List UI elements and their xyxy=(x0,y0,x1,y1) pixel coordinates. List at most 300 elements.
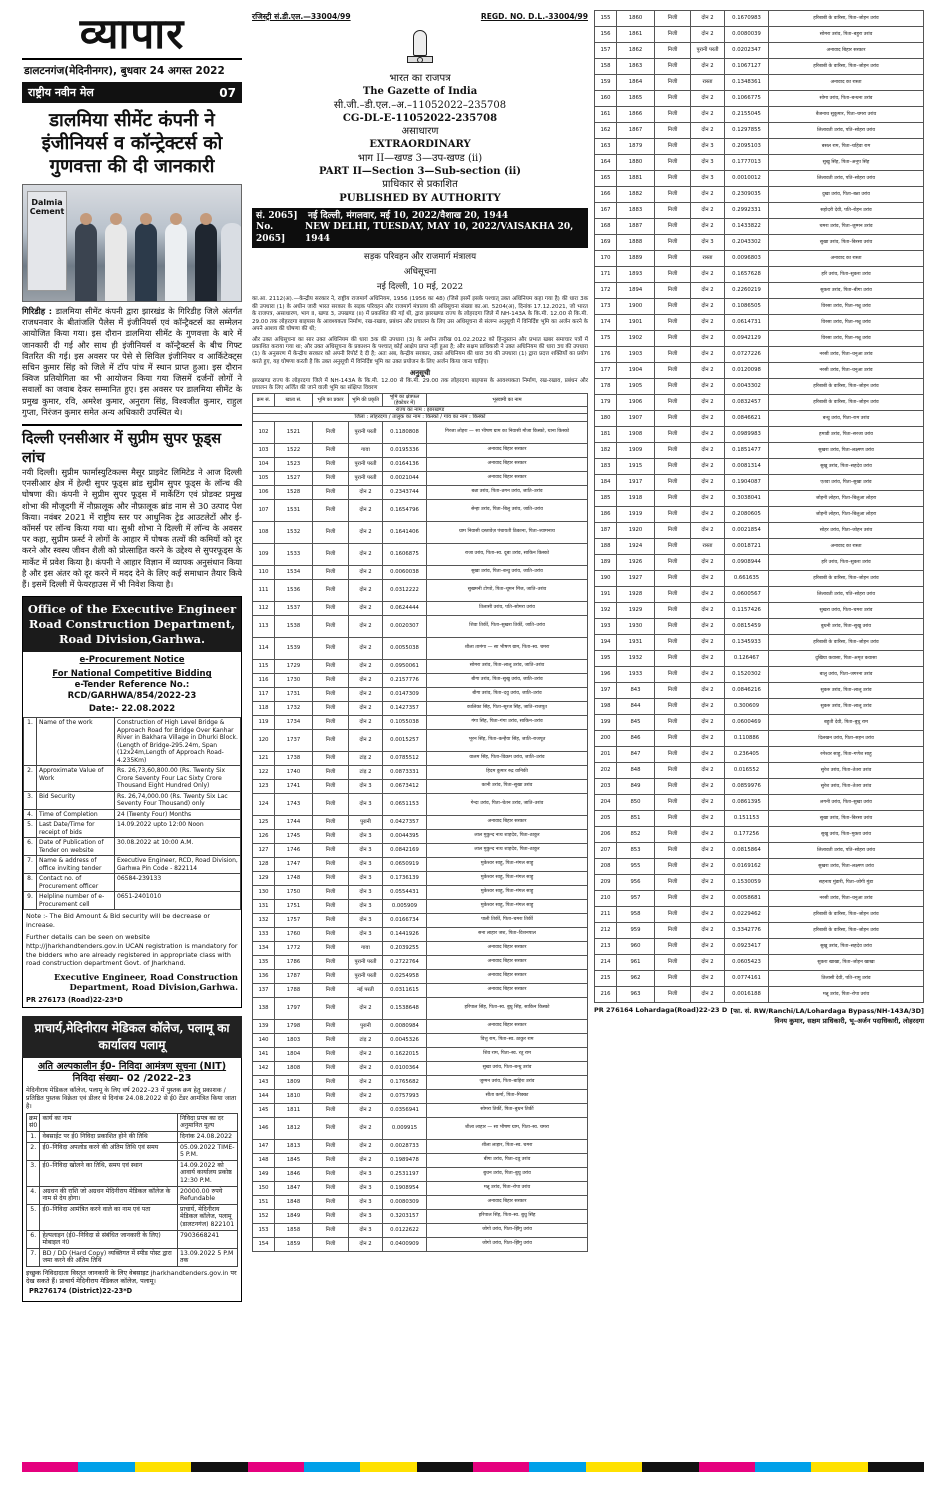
land-cell-sr: 146 xyxy=(253,1117,275,1139)
land-cell-plot: 1788 xyxy=(275,983,313,997)
land-row xyxy=(253,1195,588,1209)
land-cell-area: 0.1904087 xyxy=(725,475,769,491)
land-cell-sr: 163 xyxy=(595,139,617,155)
land-row xyxy=(253,1103,588,1117)
medical-row-value: निविदा प्रपत्र का दर अनुमानित मूल्य xyxy=(178,1113,238,1131)
land-cell-nat: दोन 2 xyxy=(349,1103,383,1117)
land-cell-type: निजी xyxy=(313,471,349,485)
land-cell-area: 0.1538648 xyxy=(383,997,427,1019)
land-cell-sr: 190 xyxy=(595,571,617,587)
land-cell-area: 0.0018721 xyxy=(725,539,769,555)
land-row xyxy=(595,43,924,59)
land-cell-type: निजी xyxy=(313,1223,349,1237)
land-cell-owner: बन्ना उरांव, पिता–ठगन उरांव, जाति–उरांव xyxy=(427,485,588,499)
land-cell-owner: सेन्हा उरांव, पिता–बिलु उरांव, जाति–उरांव xyxy=(427,499,588,521)
land-cell-sr: 149 xyxy=(253,1167,275,1181)
land-cell-plot: 1933 xyxy=(617,667,655,683)
gazette-title-line: असाधारण xyxy=(401,126,439,138)
land-cell-area: 0.1530059 xyxy=(725,875,769,891)
land-cell-owner: लिलावती उरांव, पति–सोहरा उरांव xyxy=(769,843,924,859)
land-cell-sr: 137 xyxy=(253,983,275,997)
medical-row-number: 7. xyxy=(27,1248,40,1266)
land-cell-area: 0.0624444 xyxy=(383,601,427,615)
land-cell-plot: 1918 xyxy=(617,491,655,507)
photo-person xyxy=(165,223,187,301)
land-cell-sr: 198 xyxy=(595,699,617,715)
land-cell-type: निजी xyxy=(313,983,349,997)
land-cell-area: 0.1086505 xyxy=(725,299,769,315)
land-cell-type: निजी xyxy=(655,443,691,459)
land-cell-area: 0.151153 xyxy=(725,811,769,827)
land-cell-nat: दोन 2 xyxy=(349,565,383,579)
land-cell-nat: दोन 2 xyxy=(349,485,383,499)
land-cell-owner: नरसी उरांव, पिता–धनुआ उरांव xyxy=(769,347,924,363)
medical-row-number: 6. xyxy=(27,1230,40,1248)
land-cell-sr: 215 xyxy=(595,971,617,987)
land-cell-owner: अनावाद बिहार सरकार xyxy=(427,457,588,471)
medical-title: अति अल्पकालीन ई0- निविदा आमंत्रण सूचना (NIT) xyxy=(37,1060,227,1072)
land-cell-plot: 1741 xyxy=(275,779,313,793)
land-row xyxy=(595,811,924,827)
land-row xyxy=(595,315,924,331)
land-cell-plot: 1929 xyxy=(617,603,655,619)
land-cell-sr: 105 xyxy=(253,471,275,485)
land-cell-owner: हमाडी उरांव, पिता–सरजा उरांव xyxy=(769,427,924,443)
land-cell-nat: दोन 2 xyxy=(349,637,383,659)
land-cell-plot: 1882 xyxy=(617,187,655,203)
land-cell-sr: 216 xyxy=(595,987,617,1003)
tender-row-number: 3. xyxy=(24,791,37,809)
land-cell-sr: 154 xyxy=(253,1237,275,1251)
land-cell-area: 0.0096803 xyxy=(725,251,769,267)
land-cell-sr: 156 xyxy=(595,27,617,43)
land-cell-type: निजी xyxy=(655,379,691,395)
land-cell-area: 0.0080984 xyxy=(383,1019,427,1033)
land-row xyxy=(253,565,588,579)
land-row xyxy=(253,815,588,829)
land-cell-plot: 844 xyxy=(617,699,655,715)
land-row xyxy=(595,667,924,683)
land-cell-plot: 1537 xyxy=(275,601,313,615)
land-cell-plot: 846 xyxy=(617,731,655,747)
land-cell-nat: पुरानी परती xyxy=(349,955,383,969)
land-row xyxy=(253,913,588,927)
land-cell-plot: 1808 xyxy=(275,1061,313,1075)
land-cell-nat: दोन 2 xyxy=(349,1089,383,1103)
land-cell-area: 0.2157776 xyxy=(383,673,427,687)
color-swatch xyxy=(360,1462,416,1472)
land-cell-plot: 1751 xyxy=(275,899,313,913)
land-cell-plot: 1848 xyxy=(275,1195,313,1209)
land-cell-nat: दोन 3 xyxy=(691,235,725,251)
land-cell-plot: 1909 xyxy=(617,443,655,459)
land-cell-plot: 1531 xyxy=(275,499,313,521)
land-cell-owner: जुम्मन उरांव, पिता–बाहिरा उरांव xyxy=(427,1075,588,1089)
land-cell-plot: 1903 xyxy=(617,347,655,363)
land-cell-area: 0.0356941 xyxy=(383,1103,427,1117)
tender-date: Date:- 22.08.2022 xyxy=(88,704,176,715)
land-cell-owner: सोमरा उरांव, पिता–लालू उरांव, जाति–उरांव xyxy=(427,659,588,673)
land-cell-area: 0.0815864 xyxy=(725,843,769,859)
land-row xyxy=(595,363,924,379)
land-cell-sr: 147 xyxy=(253,1139,275,1153)
land-cell-sr: 111 xyxy=(253,579,275,601)
land-row xyxy=(595,555,924,571)
tender-row xyxy=(24,791,241,809)
land-row xyxy=(253,637,588,659)
land-row xyxy=(595,699,924,715)
land-cell-nat: दोन 2 xyxy=(349,601,383,615)
land-cell-sr: 209 xyxy=(595,875,617,891)
land-cell-owner: बुधन उरांव, पिता–बुधु उरांव xyxy=(427,1167,588,1181)
gazette-title-line: CG-DL-E-11052022-235708 xyxy=(342,112,498,124)
land-cell-type: निजी xyxy=(313,543,349,565)
gazette-title-line: EXTRAORDINARY xyxy=(369,139,471,151)
land-cell-nat: दोन 2 xyxy=(691,603,725,619)
land-cell-area: 0.1066775 xyxy=(725,91,769,107)
land-cell-type: निजी xyxy=(313,765,349,779)
tender-row-key: Name of the work xyxy=(37,718,115,766)
land-cell-type: निजी xyxy=(313,1195,349,1209)
medical-row-number: 1. xyxy=(27,1132,40,1143)
land-cell-owner: बीगा उरांव, पिता–दवु उरांव, जाति–उरांव xyxy=(427,687,588,701)
land-row xyxy=(253,1117,588,1139)
column-header: क्रम सं. xyxy=(253,393,275,407)
medical-row xyxy=(27,1186,238,1204)
schedule-description: झारखण्ड राज्य के लोहरदगा जिले में NH-143A के कि.मी. 12.00 से कि.मी. 29.00 तक लोहरदगा बाइपास के आवश्यकता निर्माण, रख-रखाव, प्रबंधन और प्रचालन के लिए अर्जित की जाने वाली भूमि का संक्षिप्त विवरण xyxy=(252,378,588,392)
land-cell-area: 0.0122622 xyxy=(383,1223,427,1237)
land-cell-sr: 213 xyxy=(595,939,617,955)
land-cell-nat: दोन 2 xyxy=(349,521,383,543)
land-cell-plot: 1920 xyxy=(617,523,655,539)
land-cell-nat: दोन 2 xyxy=(691,363,725,379)
land-cell-owner: दुखा उरांव, पिता–बन्ना उरांव xyxy=(769,187,924,203)
land-cell-area: 0.1736139 xyxy=(383,871,427,885)
medical-subtitle: निविदा संख्या– 02 /2022–23 xyxy=(72,1072,192,1084)
tender-row xyxy=(24,718,241,766)
land-cell-nat: दोन 3 xyxy=(349,1167,383,1181)
land-cell-plot: 1786 xyxy=(275,955,313,969)
tender-row-key: Last Date/Time for receipt of bids xyxy=(37,820,115,838)
land-cell-area: 0.0055038 xyxy=(383,637,427,659)
land-cell-plot: 849 xyxy=(617,779,655,795)
medical-row-key: कार्य का नाम xyxy=(40,1113,178,1131)
medical-row-value: 13.09.2022 5 P.M तक xyxy=(178,1248,238,1266)
land-cell-plot: 1539 xyxy=(275,637,313,659)
land-cell-plot: 1527 xyxy=(275,471,313,485)
tender-office: Office of the Executive Engineer Road Construction Department, Road Division,Garhwa. xyxy=(23,597,241,652)
land-cell-type: निजी xyxy=(655,907,691,923)
land-cell-type: निजी xyxy=(313,457,349,471)
land-row xyxy=(253,485,588,499)
land-cell-sr: 185 xyxy=(595,491,617,507)
notification-label: अधिसूचना xyxy=(403,267,437,278)
land-cell-plot: 1798 xyxy=(275,1019,313,1033)
land-cell-sr: 118 xyxy=(253,701,275,715)
land-row xyxy=(253,983,588,997)
medical-row-value: प्राचार्य, मेदिनीराय मेडिकल कॉलेज, पलामू (डालटनगंज) 822101 xyxy=(178,1204,238,1230)
land-cell-sr: 194 xyxy=(595,635,617,651)
land-cell-owner: लिलावती उरांव, पति–सोहरा उरांव xyxy=(769,587,924,603)
land-row xyxy=(595,603,924,619)
land-cell-owner: शीला लाहार — सा भीषण ग्राम, पिता–स्व. चमरा xyxy=(427,1117,588,1139)
land-cell-area: 0.1670983 xyxy=(725,11,769,27)
land-cell-plot: 1862 xyxy=(617,43,655,59)
land-cell-plot: 1760 xyxy=(275,927,313,941)
land-cell-type: निजी xyxy=(655,507,691,523)
land-cell-nat: दोन 2 xyxy=(349,615,383,637)
land-cell-nat: दोन 2 xyxy=(691,699,725,715)
land-cell-type: निजी xyxy=(655,827,691,843)
land-cell-owner: अनावाद का रास्ता xyxy=(769,75,924,91)
land-cell-area: 0.0673412 xyxy=(383,779,427,793)
land-cell-area: 0.0166734 xyxy=(383,913,427,927)
tender-row-value: Rs. 26,74,000.00 (Rs. Twenty Six Lac Seventy Four Thousand) only xyxy=(115,791,241,809)
land-cell-plot: 1866 xyxy=(617,107,655,123)
land-cell-area: 0.0427357 xyxy=(383,815,427,829)
gazette-reg-line xyxy=(252,10,588,24)
land-cell-area: 0.0060038 xyxy=(383,565,427,579)
notification-date: नई दिल्ली, 10 मई, 2022 xyxy=(376,282,464,293)
land-cell-sr: 144 xyxy=(253,1089,275,1103)
land-cell-sr: 160 xyxy=(595,91,617,107)
land-cell-plot: 963 xyxy=(617,987,655,1003)
land-cell-type: निजी xyxy=(655,395,691,411)
land-cell-nat: दोन 3 xyxy=(349,857,383,871)
land-cell-owner: जोगो उरांव, पिता–झिंगु उरांव xyxy=(427,1223,588,1237)
land-cell-type: निजी xyxy=(313,885,349,899)
land-cell-type: निजी xyxy=(313,729,349,751)
tender-row-number: 9. xyxy=(24,892,37,910)
medical-row-key: अग्रधन की राशि जो अग्रधन मेदिनीराय मेडिकल कॉलेज के नाम से देय होगा। xyxy=(40,1186,178,1204)
land-cell-type: निजी xyxy=(313,615,349,637)
land-cell-area: 0.126467 xyxy=(725,651,769,667)
land-cell-owner: हरिपाल सिंह, पिता–स्व. बुधु सिंह, साकिन किस्को xyxy=(427,997,588,1019)
land-row xyxy=(253,715,588,729)
land-row xyxy=(253,521,588,543)
land-cell-nat: दोन 2 xyxy=(691,555,725,571)
land-cell-type: निजी xyxy=(313,815,349,829)
print-color-bar xyxy=(22,1462,924,1472)
photo-banner: Dalmia Cement xyxy=(27,191,67,291)
land-cell-plot: 1928 xyxy=(617,587,655,603)
land-cell-plot: 1864 xyxy=(617,75,655,91)
land-cell-sr: 172 xyxy=(595,283,617,299)
tender-row xyxy=(24,892,241,910)
color-swatch xyxy=(699,1462,755,1472)
land-cell-area: 0.0600469 xyxy=(725,715,769,731)
land-cell-sr: 102 xyxy=(253,421,275,443)
land-cell-owner: लाल मुकुन्द नाथ शाहदेव, पिता–ठाकुर xyxy=(427,829,588,843)
land-row xyxy=(253,871,588,885)
land-cell-nat: दोन 2 xyxy=(691,923,725,939)
land-cell-type: निजी xyxy=(655,299,691,315)
land-cell-sr: 117 xyxy=(253,687,275,701)
land-cell-nat: टांड़ 2 xyxy=(349,765,383,779)
land-cell-nat: दोन 2 xyxy=(691,619,725,635)
land-cell-owner: बहुती देवी, पिता–बुधु राम xyxy=(769,715,924,731)
land-cell-area: 0.0147309 xyxy=(383,687,427,701)
land-cell-nat: दोन 2 xyxy=(691,315,725,331)
land-row xyxy=(595,267,924,283)
land-cell-type: निजी xyxy=(655,219,691,235)
medical-row-value: 14.09.2022 को आवार्य कार्यालय प्रकोष्ठ 12:30 P.M. xyxy=(178,1160,238,1186)
land-cell-type: निजी xyxy=(655,123,691,139)
land-cell-type: निजी xyxy=(655,491,691,507)
ministry-name: सड़क परिवहन और राजमार्ग मंत्रालय xyxy=(363,252,477,263)
medical-row-key: ई0–निविदा खोलने का तिथि, समय एवं स्थान xyxy=(40,1160,178,1186)
land-cell-nat: दोन 3 xyxy=(349,843,383,857)
land-cell-sr: 138 xyxy=(253,997,275,1019)
land-cell-area: 0.2260219 xyxy=(725,283,769,299)
land-cell-plot: 1917 xyxy=(617,475,655,491)
land-cell-sr: 158 xyxy=(595,59,617,75)
land-cell-sr: 212 xyxy=(595,923,617,939)
land-row xyxy=(253,421,588,443)
land-cell-area: 0.1622015 xyxy=(383,1047,427,1061)
land-cell-sr: 115 xyxy=(253,659,275,673)
land-cell-area: 0.1441926 xyxy=(383,927,427,941)
gazette-title-line: PUBLISHED BY AUTHORITY xyxy=(339,192,501,204)
land-cell-type: निजी xyxy=(655,523,691,539)
land-cell-area: 0.0169162 xyxy=(725,859,769,875)
medical-row-number: 4. xyxy=(27,1186,40,1204)
land-cell-owner: राजा उरांव, पिता–स्व. दूबा उरांव, साकिन किस्को xyxy=(427,543,588,565)
land-cell-nat: दोन 2 xyxy=(349,499,383,521)
land-cell-area: 0.0164136 xyxy=(383,457,427,471)
land-cell-area: 0.110886 xyxy=(725,731,769,747)
land-cell-area: 0.0846621 xyxy=(725,411,769,427)
land-cell-plot: 1534 xyxy=(275,565,313,579)
land-cell-owner: रमेश्वर साहु, पिता–गणेश साहु xyxy=(769,747,924,763)
land-cell-area: 0.0989983 xyxy=(725,427,769,443)
land-cell-type: निजी xyxy=(655,427,691,443)
land-cell-sr: 131 xyxy=(253,899,275,913)
land-cell-sr: 191 xyxy=(595,587,617,603)
land-cell-area: 0.1345933 xyxy=(725,635,769,651)
land-cell-sr: 113 xyxy=(253,615,275,637)
color-swatch xyxy=(135,1462,191,1472)
land-cell-owner: बन्धु उरांव, पिता–राम उरांव xyxy=(769,411,924,427)
land-cell-plot: 1887 xyxy=(617,219,655,235)
land-cell-plot: 961 xyxy=(617,955,655,971)
land-row xyxy=(253,1089,588,1103)
land-cell-nat: दोन 2 xyxy=(349,1117,383,1139)
photo-person-head xyxy=(200,213,212,225)
land-cell-nat: दोन 3 xyxy=(349,927,383,941)
land-cell-nat: दोन 2 xyxy=(691,795,725,811)
land-cell-sr: 145 xyxy=(253,1103,275,1117)
land-cell-type: निजी xyxy=(313,1139,349,1153)
land-cell-owner: हरिबाबी के वारिसा, पिता–जोहन उरांव xyxy=(769,59,924,75)
land-cell-sr: 106 xyxy=(253,485,275,499)
land-cell-plot: 1533 xyxy=(275,543,313,565)
land-cell-owner: बैजनाथ सुकुमार, पिता–चमरा उरांव xyxy=(769,107,924,123)
land-cell-type: निजी xyxy=(655,683,691,699)
land-cell-type: निजी xyxy=(655,555,691,571)
land-cell-nat: दोन 2 xyxy=(691,395,725,411)
land-cell-sr: 136 xyxy=(253,969,275,983)
medical-row-number: 2. xyxy=(27,1142,40,1160)
land-cell-area: 0.0202347 xyxy=(725,43,769,59)
ashoka-emblem-icon xyxy=(405,30,435,70)
land-row xyxy=(253,457,588,471)
story1-body xyxy=(22,306,242,418)
land-cell-nat: दोन 3 xyxy=(349,885,383,899)
land-cell-sr: 201 xyxy=(595,747,617,763)
land-row xyxy=(253,579,588,601)
land-cell-type: निजी xyxy=(313,443,349,457)
land-cell-nat: दोन 3 xyxy=(349,1195,383,1209)
land-cell-owner: लिलावती उरांव, पति–सोहरा उरांव xyxy=(769,171,924,187)
land-cell-owner: जोगो उरांव, पिता–झिंगु उरांव xyxy=(427,1237,588,1251)
land-cell-owner: अनावाद बिहार सरकार xyxy=(427,471,588,485)
land-row xyxy=(595,107,924,123)
land-cell-type: निजी xyxy=(655,171,691,187)
land-cell-plot: 960 xyxy=(617,939,655,955)
land-row xyxy=(595,635,924,651)
medical-row xyxy=(27,1248,238,1266)
land-cell-sr: 195 xyxy=(595,651,617,667)
land-cell-sr: 170 xyxy=(595,251,617,267)
land-schedule-table-continued xyxy=(594,10,924,1003)
land-cell-plot: 1906 xyxy=(617,395,655,411)
land-cell-owner: पाली तिर्की, पिता–चमरा तिर्की xyxy=(427,913,588,927)
land-cell-nat: दोन 3 xyxy=(691,139,725,155)
land-cell-plot: 1809 xyxy=(275,1075,313,1089)
land-cell-sr: 176 xyxy=(595,347,617,363)
land-cell-area: 0.0600567 xyxy=(725,587,769,603)
land-cell-type: निजी xyxy=(655,603,691,619)
land-cell-owner: मन्नू उरांव, पिता–रोपा उरांव xyxy=(769,987,924,1003)
land-cell-plot: 1883 xyxy=(617,203,655,219)
land-cell-sr: 193 xyxy=(595,619,617,635)
land-cell-area: 0.0120098 xyxy=(725,363,769,379)
medical-row-number: 3. xyxy=(27,1160,40,1186)
land-cell-sr: 210 xyxy=(595,891,617,907)
medical-notice xyxy=(22,1058,242,1302)
land-cell-type: निजी xyxy=(313,1181,349,1195)
land-cell-nat: दोन 3 xyxy=(349,913,383,927)
land-cell-owner: हरिबाबी के वारिसा, पिता–जोहन उरांव xyxy=(769,907,924,923)
land-cell-type: निजी xyxy=(313,659,349,673)
land-row xyxy=(253,1061,588,1075)
land-cell-owner: मुकेश्वर साहु, पिता–मंगल साहु xyxy=(427,899,588,913)
medical-row-key: BD / DD (Hard Copy) व्यक्तिगत में स्पीड पोस्ट द्वारा जमा करने की अंतिम तिथि xyxy=(40,1248,178,1266)
land-cell-plot: 1731 xyxy=(275,687,313,701)
land-cell-area: 0.0651153 xyxy=(383,793,427,815)
land-cell-area: 0.0400909 xyxy=(383,1237,427,1251)
land-cell-sr: 124 xyxy=(253,793,275,815)
land-cell-area: 0.0254958 xyxy=(383,969,427,983)
land-row xyxy=(253,1181,588,1195)
land-cell-plot: 1930 xyxy=(617,619,655,635)
land-cell-plot: 1900 xyxy=(617,299,655,315)
tender-row-key: Bid Security xyxy=(37,791,115,809)
land-cell-owner: शीला लाहार, पिता–स्व. चमरा xyxy=(427,1139,588,1153)
land-row xyxy=(595,299,924,315)
tender-note: Note :- The Bid Amount & Bid security will be decrease or increase. xyxy=(26,912,211,929)
land-cell-nat: दोन 2 xyxy=(691,747,725,763)
land-cell-type: निजी xyxy=(655,107,691,123)
column-header: भूमि का प्रकार xyxy=(313,393,349,407)
land-cell-plot: 959 xyxy=(617,923,655,939)
land-cell-type: निजी xyxy=(313,1019,349,1033)
land-row xyxy=(595,123,924,139)
land-cell-plot: 1740 xyxy=(275,765,313,779)
land-cell-plot: 1905 xyxy=(617,379,655,395)
tender-signature: Executive Engineer, Road Construction Department, Road Division,Garhwa. xyxy=(54,971,238,993)
